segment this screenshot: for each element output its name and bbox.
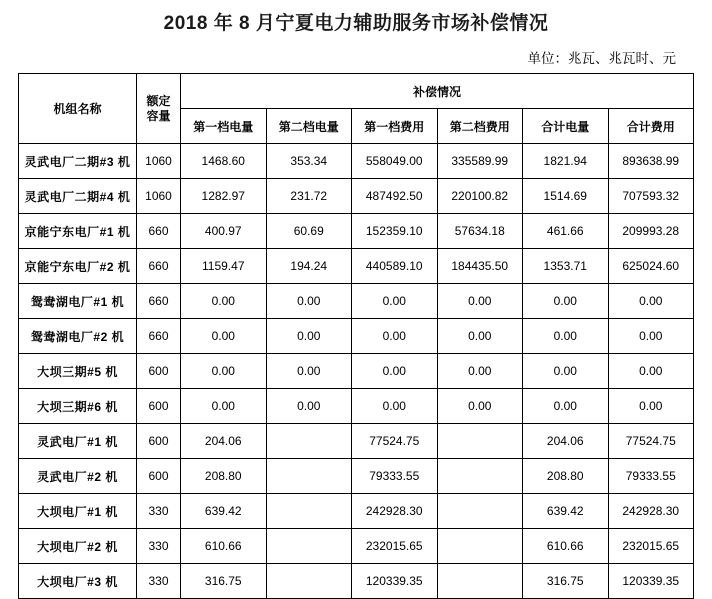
row-total-fee: 625024.60 (608, 249, 694, 284)
row-unit-name: 京能宁东电厂#2 机 (19, 249, 137, 284)
row-tier1-fee: 232015.65 (352, 529, 438, 564)
header-row-group (19, 74, 694, 109)
header-rated-capacity (137, 74, 181, 144)
row-capacity: 1060 (137, 179, 181, 214)
row-unit-name: 灵武电厂#2 机 (19, 459, 137, 494)
header-compensation-group: 补偿情况 (181, 74, 694, 109)
row-tier2-fee: 0.00 (437, 354, 523, 389)
row-tier2-energy: 353.34 (266, 144, 352, 179)
row-total-energy: 204.06 (523, 424, 609, 459)
row-capacity: 330 (137, 529, 181, 564)
row-tier2-energy (266, 424, 352, 459)
row-unit-name: 鸳鸯湖电厂#2 机 (19, 319, 137, 354)
table-row (19, 214, 694, 249)
row-tier1-energy: 0.00 (181, 389, 267, 424)
row-unit-name: 大坝电厂#3 机 (19, 564, 137, 599)
row-total-energy: 1514.69 (523, 179, 609, 214)
row-total-fee: 77524.75 (608, 424, 694, 459)
row-tier1-energy: 1282.97 (181, 179, 267, 214)
row-tier2-energy: 0.00 (266, 389, 352, 424)
row-tier2-fee: 220100.82 (437, 179, 523, 214)
row-tier2-fee: 57634.18 (437, 214, 523, 249)
row-tier1-fee: 0.00 (352, 354, 438, 389)
row-tier2-fee (437, 424, 523, 459)
row-tier2-energy: 0.00 (266, 284, 352, 319)
row-unit-name: 灵武电厂二期#3 机 (19, 144, 137, 179)
row-tier1-energy: 610.66 (181, 529, 267, 564)
row-total-energy: 1353.71 (523, 249, 609, 284)
row-tier1-energy: 1468.60 (181, 144, 267, 179)
row-tier1-energy: 0.00 (181, 319, 267, 354)
row-tier2-fee: 335589.99 (437, 144, 523, 179)
row-tier2-energy (266, 529, 352, 564)
row-tier1-energy: 316.75 (181, 564, 267, 599)
header-col-tier2-energy: 第二档电量 (266, 109, 352, 144)
row-tier2-fee (437, 564, 523, 599)
row-capacity: 660 (137, 214, 181, 249)
row-tier2-energy: 0.00 (266, 354, 352, 389)
row-tier1-fee: 0.00 (352, 319, 438, 354)
row-total-energy: 0.00 (523, 319, 609, 354)
row-capacity: 600 (137, 424, 181, 459)
row-tier1-fee: 242928.30 (352, 494, 438, 529)
row-tier2-fee: 0.00 (437, 389, 523, 424)
row-tier2-energy: 194.24 (266, 249, 352, 284)
row-tier2-energy (266, 564, 352, 599)
row-total-energy: 610.66 (523, 529, 609, 564)
header-col-tier2-fee: 第二档费用 (437, 109, 523, 144)
table-row (19, 529, 694, 564)
table-row (19, 319, 694, 354)
row-total-fee: 707593.32 (608, 179, 694, 214)
row-tier2-energy: 0.00 (266, 319, 352, 354)
row-total-fee: 242928.30 (608, 494, 694, 529)
table-row (19, 459, 694, 494)
row-unit-name: 大坝三期#5 机 (19, 354, 137, 389)
header-col-total-energy: 合计电量 (523, 109, 609, 144)
row-tier1-fee: 79333.55 (352, 459, 438, 494)
row-capacity: 600 (137, 459, 181, 494)
row-tier2-fee: 0.00 (437, 284, 523, 319)
row-unit-name: 大坝电厂#2 机 (19, 529, 137, 564)
row-tier1-fee: 558049.00 (352, 144, 438, 179)
row-tier1-energy: 0.00 (181, 284, 267, 319)
row-tier1-energy: 639.42 (181, 494, 267, 529)
table-row (19, 284, 694, 319)
table-row (19, 564, 694, 599)
row-tier1-energy: 1159.47 (181, 249, 267, 284)
compensation-table (18, 73, 694, 599)
row-unit-name: 灵武电厂#1 机 (19, 424, 137, 459)
header-rated-capacity-line2: 容量 (146, 108, 171, 123)
row-tier1-fee: 440589.10 (352, 249, 438, 284)
table-header (19, 74, 694, 144)
row-total-energy: 0.00 (523, 284, 609, 319)
row-tier1-energy: 208.80 (181, 459, 267, 494)
row-tier1-fee: 77524.75 (352, 424, 438, 459)
row-tier2-energy (266, 494, 352, 529)
row-total-energy: 639.42 (523, 494, 609, 529)
row-capacity: 330 (137, 494, 181, 529)
row-tier1-fee: 152359.10 (352, 214, 438, 249)
row-total-energy: 0.00 (523, 354, 609, 389)
table-row (19, 424, 694, 459)
row-capacity: 660 (137, 319, 181, 354)
row-tier2-fee (437, 529, 523, 564)
row-total-energy: 461.66 (523, 214, 609, 249)
row-unit-name: 鸳鸯湖电厂#1 机 (19, 284, 137, 319)
row-tier2-energy: 231.72 (266, 179, 352, 214)
row-total-energy: 208.80 (523, 459, 609, 494)
header-col-total-fee: 合计费用 (608, 109, 694, 144)
row-total-fee: 0.00 (608, 319, 694, 354)
header-col-tier1-fee: 第一档费用 (352, 109, 438, 144)
row-total-fee: 0.00 (608, 284, 694, 319)
row-total-fee: 209993.28 (608, 214, 694, 249)
table-row (19, 249, 694, 284)
table-row (19, 354, 694, 389)
row-tier1-fee: 0.00 (352, 389, 438, 424)
table-row (19, 389, 694, 424)
row-tier2-energy (266, 459, 352, 494)
row-tier2-fee: 0.00 (437, 319, 523, 354)
row-capacity: 330 (137, 564, 181, 599)
row-tier2-fee (437, 459, 523, 494)
row-tier1-fee: 487492.50 (352, 179, 438, 214)
row-total-fee: 0.00 (608, 389, 694, 424)
table-row (19, 179, 694, 214)
row-tier2-fee (437, 494, 523, 529)
row-capacity: 1060 (137, 144, 181, 179)
row-total-fee: 0.00 (608, 354, 694, 389)
row-tier1-fee: 120339.35 (352, 564, 438, 599)
row-total-energy: 316.75 (523, 564, 609, 599)
row-total-fee: 79333.55 (608, 459, 694, 494)
header-unit-name: 机组名称 (19, 74, 137, 144)
row-unit-name: 灵武电厂二期#4 机 (19, 179, 137, 214)
row-unit-name: 大坝电厂#1 机 (19, 494, 137, 529)
row-total-energy: 1821.94 (523, 144, 609, 179)
row-unit-name: 大坝三期#6 机 (19, 389, 137, 424)
row-tier1-energy: 0.00 (181, 354, 267, 389)
header-col-tier1-energy: 第一档电量 (181, 109, 267, 144)
row-unit-name: 京能宁东电厂#1 机 (19, 214, 137, 249)
row-total-fee: 232015.65 (608, 529, 694, 564)
row-tier1-energy: 400.97 (181, 214, 267, 249)
row-total-fee: 893638.99 (608, 144, 694, 179)
row-capacity: 660 (137, 284, 181, 319)
row-capacity: 660 (137, 249, 181, 284)
row-tier1-fee: 0.00 (352, 284, 438, 319)
row-capacity: 600 (137, 389, 181, 424)
row-total-fee: 120339.35 (608, 564, 694, 599)
unit-note: 单位：兆瓦、兆瓦时、元 (527, 51, 676, 66)
row-tier2-fee: 184435.50 (437, 249, 523, 284)
table-body (19, 144, 694, 599)
page-title: 2018 年 8 月宁夏电力辅助服务市场补偿情况 (163, 13, 549, 34)
table-row (19, 494, 694, 529)
table-row (19, 144, 694, 179)
row-tier2-energy: 60.69 (266, 214, 352, 249)
row-capacity: 600 (137, 354, 181, 389)
header-rated-capacity-line1: 额定 (146, 93, 171, 108)
row-total-energy: 0.00 (523, 389, 609, 424)
row-tier1-energy: 204.06 (181, 424, 267, 459)
